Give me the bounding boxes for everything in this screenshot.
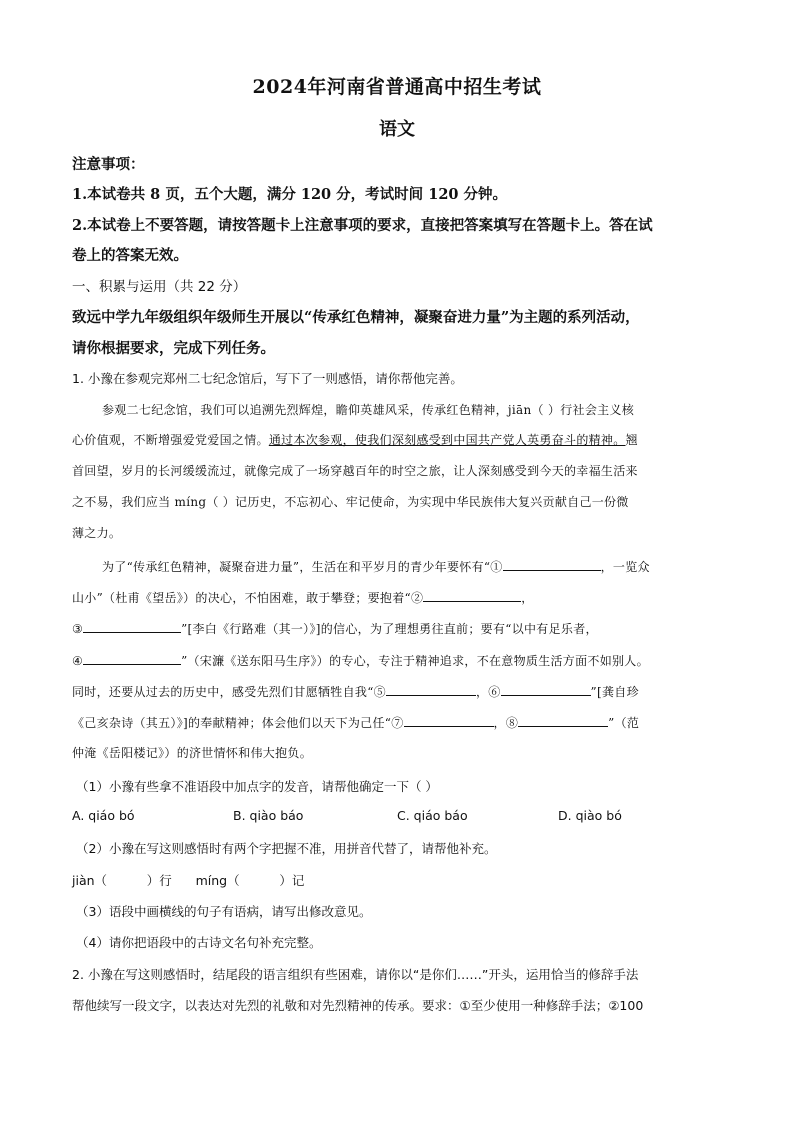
- passage-line: 同时，还要从过去的历史中，感受先烈们甘愿牺牲自我“⑤ ，⑥ ”[龚自珍: [72, 682, 722, 700]
- pinyin-fill-line: jiàn（ ）行 míng（ ）记: [72, 873, 305, 888]
- fill-blank-1: [503, 557, 601, 571]
- notes-heading: 注意事项：: [72, 156, 145, 173]
- subject-title: 语文: [379, 119, 415, 140]
- section-intro-a: 致远中学九年级组织年级师生开展以“传承红色精神，凝聚奋进力量”为主题的系列活动，: [72, 309, 640, 326]
- sub-question-1: （1）小豫有些拿不准语段中加点字的发音，请帮他确定一下（ ）: [76, 779, 438, 794]
- sub-question-2: （2）小豫在写这则感悟时有两个字把握不准，用拼音代替了，请帮他补充。: [76, 841, 497, 856]
- passage-line: 薄之力。: [72, 526, 122, 540]
- fill-blank-4: [83, 651, 181, 665]
- fill-blank-3: [83, 619, 181, 633]
- question-2-line-2: 帮他续写一段文字，以表达对先烈的礼敬和对先烈精神的传承。要求：①至少使用一种修辞手法；②100: [72, 998, 644, 1013]
- underlined-sentence: 通过本次参观，使我们深刻感受到中国共产党人英勇奋斗的精神。: [268, 433, 626, 447]
- passage-line: 参观二七纪念馆，我们可以追溯先烈辉煌，瞻仰英雄风采，传承红色精神，jiān（ ）行社会主义核: [102, 403, 635, 417]
- question-2-line-1: 2. 小豫在写这则感悟时，结尾段的语言组织有些困难，请你以“是你们……”开头，运用恰当的修辞手法: [72, 967, 639, 982]
- passage-line: ③ ”[李白《行路难（其一）》]的信心，为了理想勇往直前；要有“以中有足乐者，: [72, 619, 722, 637]
- section-heading: 一、积累与运用（共 22 分）: [72, 279, 247, 295]
- passage-line: 仲淹《岳阳楼记》）的济世情怀和伟大抱负。: [72, 746, 313, 760]
- passage-line: 之不易，我们应当 míng（ ）记历史，不忘初心、牢记使命，为实现中华民族伟大复兴贡献自己一份微: [72, 495, 629, 509]
- option-a[interactable]: A. qiáo bó: [72, 808, 135, 823]
- option-d[interactable]: D. qiào bó: [558, 808, 622, 823]
- notes-item-1: 1.本试卷共 8 页，五个大题，满分 120 分，考试时间 120 分钟。: [72, 186, 508, 203]
- fill-blank-5: [386, 682, 476, 696]
- notes-item-2b: 卷上的答案无效。: [72, 247, 188, 264]
- option-c[interactable]: C. qiáo báo: [397, 808, 468, 823]
- question-1-stem: 1. 小豫在参观完郑州二七纪念馆后，写下了一则感悟，请你帮他完善。: [72, 371, 463, 386]
- sub-question-4: （4）请你把语段中的古诗文名句补充完整。: [76, 935, 322, 950]
- fill-blank-6: [501, 682, 591, 696]
- passage-line: 《己亥杂诗（其五）》]的奉献精神；体会他们以天下为己任“⑦ ，⑧ ”（范: [72, 713, 722, 731]
- section-intro-b: 请你根据要求，完成下列任务。: [72, 340, 275, 357]
- exam-title: 2024年河南省普通高中招生考试: [252, 76, 542, 98]
- fill-blank-8: [518, 713, 608, 727]
- passage-line: ④ ”（宋濂《送东阳马生序》）的专心，专注于精神追求，不在意物质生活方面不如别人。: [72, 651, 722, 669]
- sub-question-3: （3）语段中画横线的句子有语病，请写出修改意见。: [76, 904, 372, 919]
- passage-line: 首回望，岁月的长河缓缓流过，就像完成了一场穿越百年的时空之旅，让人深刻感受到今天的幸福生活来: [72, 464, 638, 478]
- fill-blank-7: [404, 713, 494, 727]
- passage-line: 为了“传承红色精神，凝聚奋进力量”，生活在和平岁月的青少年要怀有“① ，一览众: [102, 557, 752, 575]
- option-b[interactable]: B. qiào báo: [233, 808, 304, 823]
- fill-blank-2: [423, 588, 521, 602]
- notes-item-2a: 2.本试卷上不要答题，请按答题卡上注意事项的要求，直接把答案填写在答题卡上。答在试: [72, 217, 653, 234]
- passage-line: 山小”（杜甫《望岳》）的决心，不怕困难，敢于攀登；要抱着“② ，: [72, 588, 722, 606]
- passage-line: 心价值观，不断增强爱党爱国之情。通过本次参观，使我们深刻感受到中国共产党人英勇奋斗的精神。翘: [72, 433, 638, 447]
